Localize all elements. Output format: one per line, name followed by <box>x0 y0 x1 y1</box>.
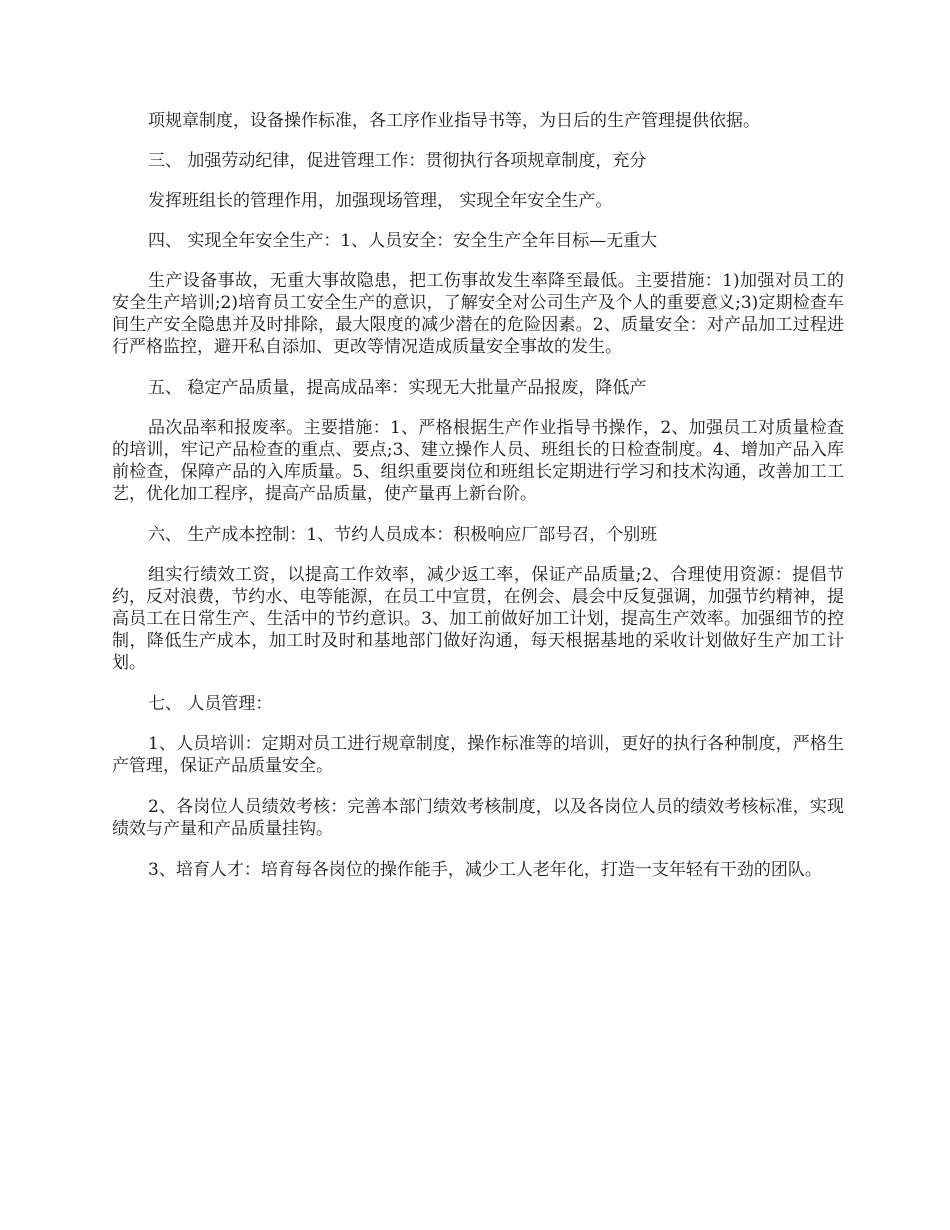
paragraph-section-four-body: 生产设备事故，无重大事故隐患，把工伤事故发生率降至最低。主要措施：1)加强对员工的安全生产培训;2)培育员工安全生产的意识，了解安全对公司生产及个人的重要意义;3)定期检查车间生产安全隐患并及时排除，最大限度的减少潜在的危险因素。2、质量安全：对产品加工过程进行严格监控，避开私自添加、更改等情况造成质量安全事故的发生。 <box>112 271 844 357</box>
heading-section-five: 五、 稳定产品质量，提高成品率：实现无大批量产品报废，降低产 <box>148 378 647 398</box>
heading-section-four: 四、 实现全年安全生产：1、人员安全：安全生产全年目标—无重大 <box>148 231 658 251</box>
paragraph-section-three-body: 发挥班组长的管理作用，加强现场管理， 实现全年安全生产。 <box>148 191 613 211</box>
paragraph-staff-training: 1、人员培训：定期对员工进行规章制度，操作标准等的培训，更好的执行各种制度，严格生产管理，保证产品质量安全。 <box>112 734 844 776</box>
paragraph-section-five-body: 品次品率和报废率。主要措施：1、严格根据生产作业指导书操作，2、加强员工对质量检查的培训，牢记产品检查的重点、要点;3、建立操作人员、班组长的日检查制度。4、增加产品入库前检查，保障产品的入库质量。5、组织重要岗位和班组长定期进行学习和技术沟通，改善加工工艺，优化加工程序，提高产品质量，使产量再上新台阶。 <box>112 418 844 504</box>
document-page <box>112 110 844 881</box>
paragraph-talent-development: 3、培育人才：培育每各岗位的操作能手，减少工人老年化，打造一支年轻有干劲的团队。 <box>148 860 822 880</box>
heading-section-six: 六、 生产成本控制：1、节约人员成本：积极响应厂部号召，个别班 <box>148 525 658 545</box>
paragraph-regulations: 项规章制度，设备操作标准，各工序作业指导书等，为日后的生产管理提供依据。 <box>148 111 760 131</box>
paragraph-performance-review: 2、各岗位人员绩效考核：完善本部门绩效考核制度，以及各岗位人员的绩效考核标准，实现绩效与产量和产品质量挂钩。 <box>112 797 844 839</box>
heading-section-seven: 七、 人员管理： <box>148 694 273 714</box>
paragraph-section-six-body: 组实行绩效工资，以提高工作效率，减少返工率，保证产品质量;2、合理使用资源：提倡节约，反对浪费，节约水、电等能源，在员工中宣贯，在例会、晨会中反复强调，加强节约精神，提高员工在日常生产、生活中的节约意识。3、加工前做好加工计划，提高生产效率。加强细节的控制，降低生产成本，加工时及时和基地部门做好沟通，每天根据基地的采收计划做好生产加工计划。 <box>112 565 844 673</box>
heading-section-three: 三、 加强劳动纪律，促进管理工作：贯彻执行各项规章制度，充分 <box>148 151 647 171</box>
